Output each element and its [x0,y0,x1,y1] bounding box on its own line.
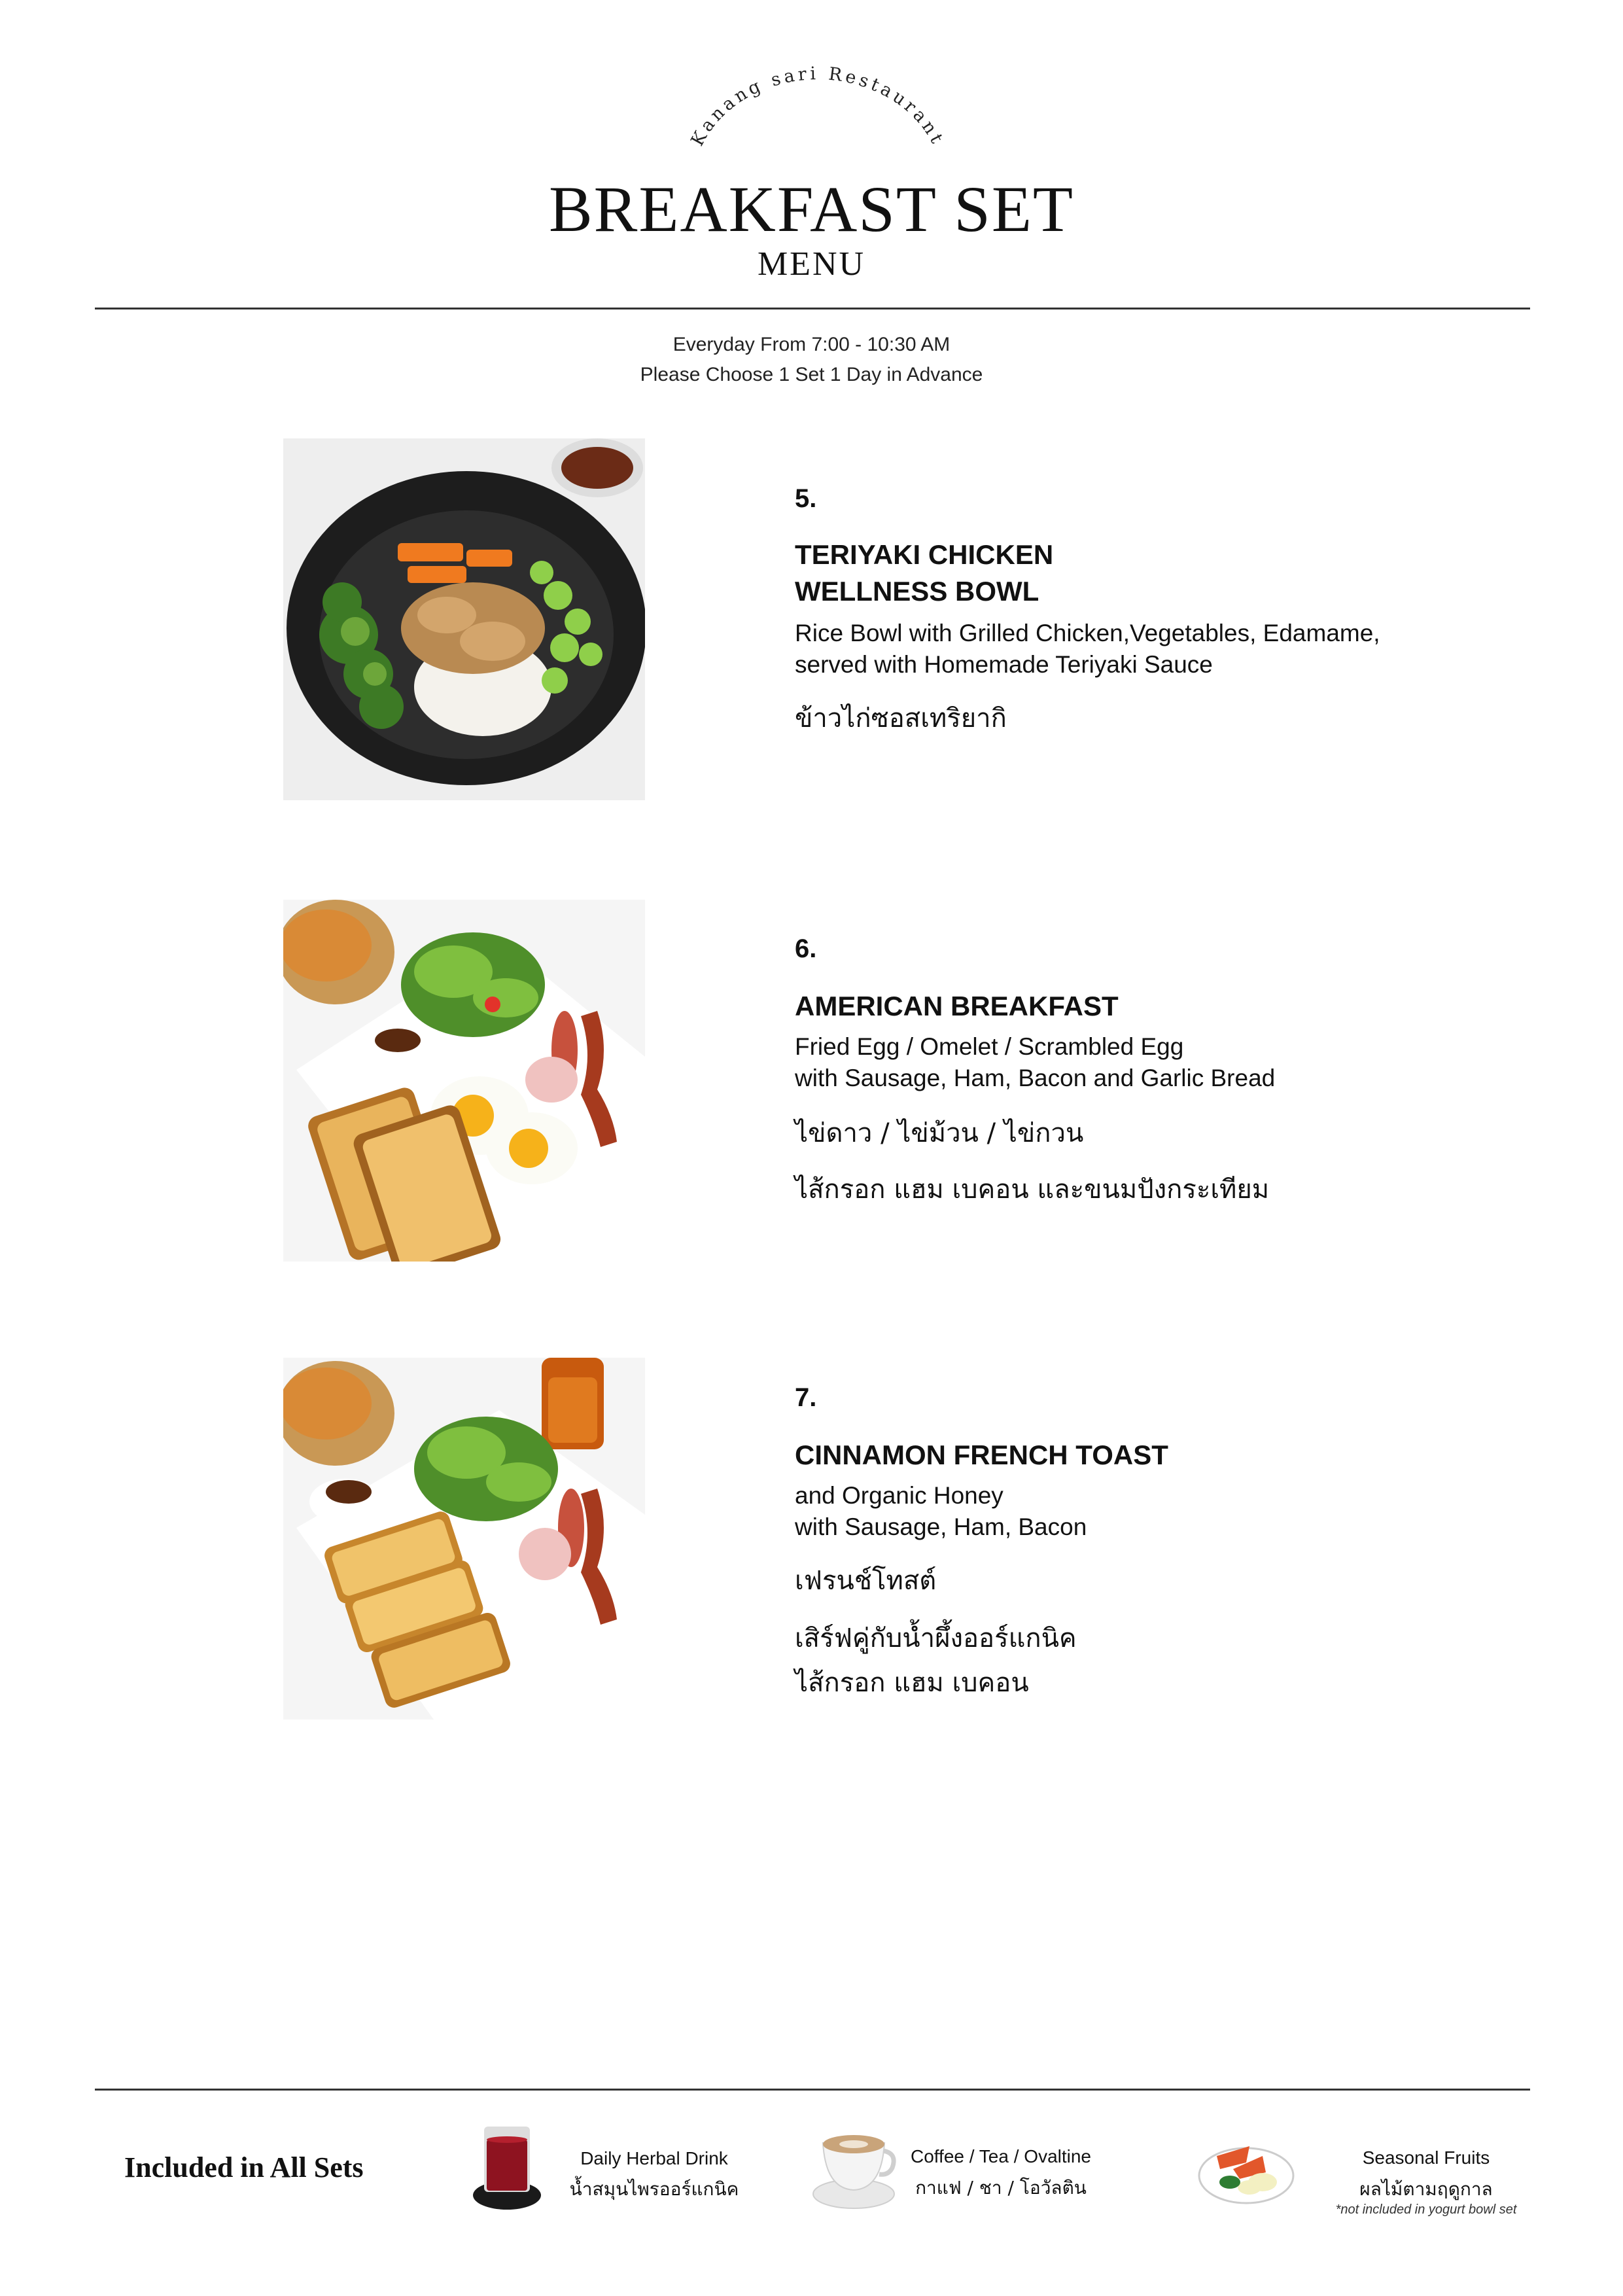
extra-footnote: *not included in yogurt bowl set [1335,2202,1517,2217]
fruit-plate-icon [1197,2117,1295,2215]
item-description: Rice Bowl with Grilled Chicken,Vegetables, Edamame, [795,620,1380,646]
service-hours: Everyday From 7:00 - 10:30 AM [672,334,951,355]
page-title: BREAKFAST SET [548,173,1074,245]
item-description: and Organic Honey [795,1482,1003,1509]
item-name: WELLNESS BOWL [795,576,1039,607]
included-label: Included in All Sets [124,2151,364,2183]
item-name: TERIYAKI CHICKEN [795,539,1054,570]
item-thai-description: เสิร์ฟคู่กับน้ำผึ้งออร์แกนิค [795,1623,1077,1653]
american-breakfast-photo [283,900,645,1262]
footer-divider [95,2089,1530,2091]
brand-arc-text: Kanang sari Restaurant [687,63,949,150]
item-thai-name: เฟรนช์โทสต์ [795,1566,937,1596]
item-thai-description: ไส้กรอก แฮม เบคอน [795,1668,1029,1698]
extra-thai-name: ผลไม้ตามฤดูกาล [1359,2178,1493,2200]
svg-text:Kanang sari Restaurant [688,63,949,149]
item-number: 7. [795,1383,817,1412]
item-description: Fried Egg / Omelet / Scrambled Egg [795,1033,1184,1060]
item-description: served with Homemade Teriyaki Sauce [795,651,1213,678]
item-name: AMERICAN BREAKFAST [795,991,1119,1021]
french-toast-photo [283,1358,645,1720]
extra-name: Coffee / Tea / Ovaltine [910,2146,1092,2166]
page-subtitle: MENU [757,245,866,283]
brand-arc [680,52,955,170]
item-thai-name: ข้าวไก่ซอสเทริยากิ [795,703,1007,733]
item-thai-name: ไข่ดาว / ไข่ม้วน / ไข่กวน [795,1118,1084,1148]
item-name: CINNAMON FRENCH TOAST [795,1439,1168,1470]
extra-thai-name: น้ำสมุนไพรออร์แกนิค [569,2178,739,2200]
extra-name: Seasonal Fruits [1362,2147,1490,2168]
herbal-drink-icon [458,2117,556,2215]
extra-name: Daily Herbal Drink [580,2148,728,2168]
item-number: 5. [795,484,817,513]
header-divider [95,308,1530,309]
extra-thai-name: กาแฟ / ชา / โอวัลติน [915,2177,1087,2199]
coffee-cup-icon [805,2117,903,2215]
advance-note: Please Choose 1 Set 1 Day in Advance [640,364,983,385]
teriyaki-bowl-photo [283,438,645,800]
item-thai-description: ไส้กรอก แฮม เบคอน และขนมปังกระเทียม [795,1174,1270,1205]
item-description: with Sausage, Ham, Bacon [795,1513,1087,1540]
item-description: with Sausage, Ham, Bacon and Garlic Bread [795,1065,1276,1091]
item-number: 6. [795,934,817,963]
